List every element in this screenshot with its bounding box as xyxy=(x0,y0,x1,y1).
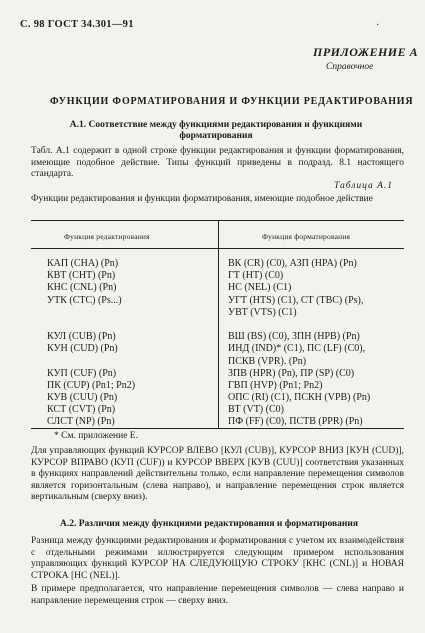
table-cell: УГТ (HTS) (C1), СТ (TBC) (Ps), xyxy=(228,294,364,306)
table-cell: КВТ (CHT) (Pn) xyxy=(47,270,116,282)
table-cell: НС (NEL) (C1) xyxy=(228,282,292,294)
page-header: С. 98 ГОСТ 34.301—91 xyxy=(20,19,134,30)
footnote: * См. приложение Е. xyxy=(54,431,138,441)
table-cell xyxy=(228,319,370,331)
table-cell: ГВП (HVP) (Pn1; Pn2) xyxy=(228,379,323,391)
table-column-divider xyxy=(218,220,219,428)
table-cell xyxy=(47,356,135,368)
table-cell: СЛСТ (NP) (Pn) xyxy=(47,416,115,428)
table-column-format xyxy=(228,258,370,429)
appendix-title: ПРИЛОЖЕНИЕ А xyxy=(313,45,419,59)
table-cell: ОПС (RI) (C1), ПСКН (VPB) (Pn) xyxy=(228,392,371,404)
table-caption: Функции редактирования и функции форматирования, имеющие подобное действие xyxy=(31,194,373,204)
table-cell: УВТ (VTS) (C1) xyxy=(228,306,297,318)
table-cell xyxy=(47,307,135,319)
table-header-edit: Функция редактирования xyxy=(64,232,150,241)
table-cell: ВТ (VT) (C0) xyxy=(228,404,284,416)
table-cell: ПК (CUP) (Pn1; Pn2) xyxy=(47,379,136,391)
section2-paragraph-1: Разница между функциями редактирования и форматирования с учетом их взаимодействия с отдельными режимами иллюстрируется следующим примером использования управляющих функций КУРСОР НА СЛЕДУЮЩУЮ СТРОКУ [КНС (CNL)] и НОВАЯ СТРОКА [НС (NEL)]. xyxy=(31,536,404,581)
section1-paragraph: Табл. А.1 содержит в одной строке функции редактирования и функции форматирования, имеющие подобное действие. Типы функций приведены в подразд. 8.1 настоящего стандарта. xyxy=(31,146,404,179)
paragraph-cursor-functions: Для управляющих функций КУРСОР ВЛЕВО [КУЛ (CUB)], КУРСОР ВНИЗ [КУН (CUD)], КУРСОР ВПРАВО (КУП (CUF)) и КУРСОР ВВЕРХ [КУВ (CUU)] соответствия указанных в функциях направлений действительны только, если направление перемещения символов является горизонтальным (слева направо), и направление перемещения строк является вертикальным (сверху вниз). xyxy=(31,446,404,502)
table-cell: ВК (CR) (C0), АЗП (HPA) (Pn) xyxy=(228,258,357,269)
table-header-format: Функция форматирования xyxy=(262,232,351,241)
section2-paragraph-2: В примере предполагается, что направление перемещения символов — слева направо и направление перемещения строк — сверху вниз. xyxy=(31,584,404,606)
table-column-edit xyxy=(47,258,135,429)
table-cell: ВШ (BS) (C0), ЗПН (HPB) (Pn) xyxy=(228,331,360,343)
main-title: ФУНКЦИИ ФОРМАТИРОВАНИЯ И ФУНКЦИИ РЕДАКТИРОВАНИЯ xyxy=(50,96,414,107)
table-cell: ЗПВ (HPR) (Pn), ПР (SP) (C0) xyxy=(228,367,355,379)
table-cell: КУВ (CUU) (Pn) xyxy=(47,392,118,404)
table-cell: УТК (CTC) (Ps...) xyxy=(47,294,122,306)
table-cell: КУН (CUD) (Pn) xyxy=(47,343,118,355)
table-cell: ИНД (IND)* (C1), ПС (LF) (C0), xyxy=(228,343,366,355)
table-cell xyxy=(47,319,135,331)
table-cell: КАП (CHA) (Pn) xyxy=(47,258,119,269)
table-cell: ГТ (HT) (C0) xyxy=(228,270,284,282)
table-cell: КНС (CNL) (Pn) xyxy=(47,282,117,294)
table-cell: КСТ (CVT) (Pn) xyxy=(47,404,116,416)
section2-heading: А.2. Различия между функциями редактирования и форматирования xyxy=(60,519,359,529)
header-mark: · xyxy=(376,20,380,31)
table-cell: КУП (CUF) (Pn) xyxy=(47,367,117,379)
table-cell: КУЛ (CUB) (Pn) xyxy=(47,331,116,343)
section1-heading: А.1. Соответствие между функциями редактирования и функциями форматирования xyxy=(69,120,363,141)
table-cell: ПФ (FF) (C0), ПСТВ (PPR) (Pn) xyxy=(228,416,363,428)
table-label: Таблица А.1 xyxy=(334,181,394,191)
table-cell: ПСКВ (VPR). (Pn) xyxy=(228,355,307,367)
appendix-subtitle: Справочное xyxy=(326,62,374,72)
